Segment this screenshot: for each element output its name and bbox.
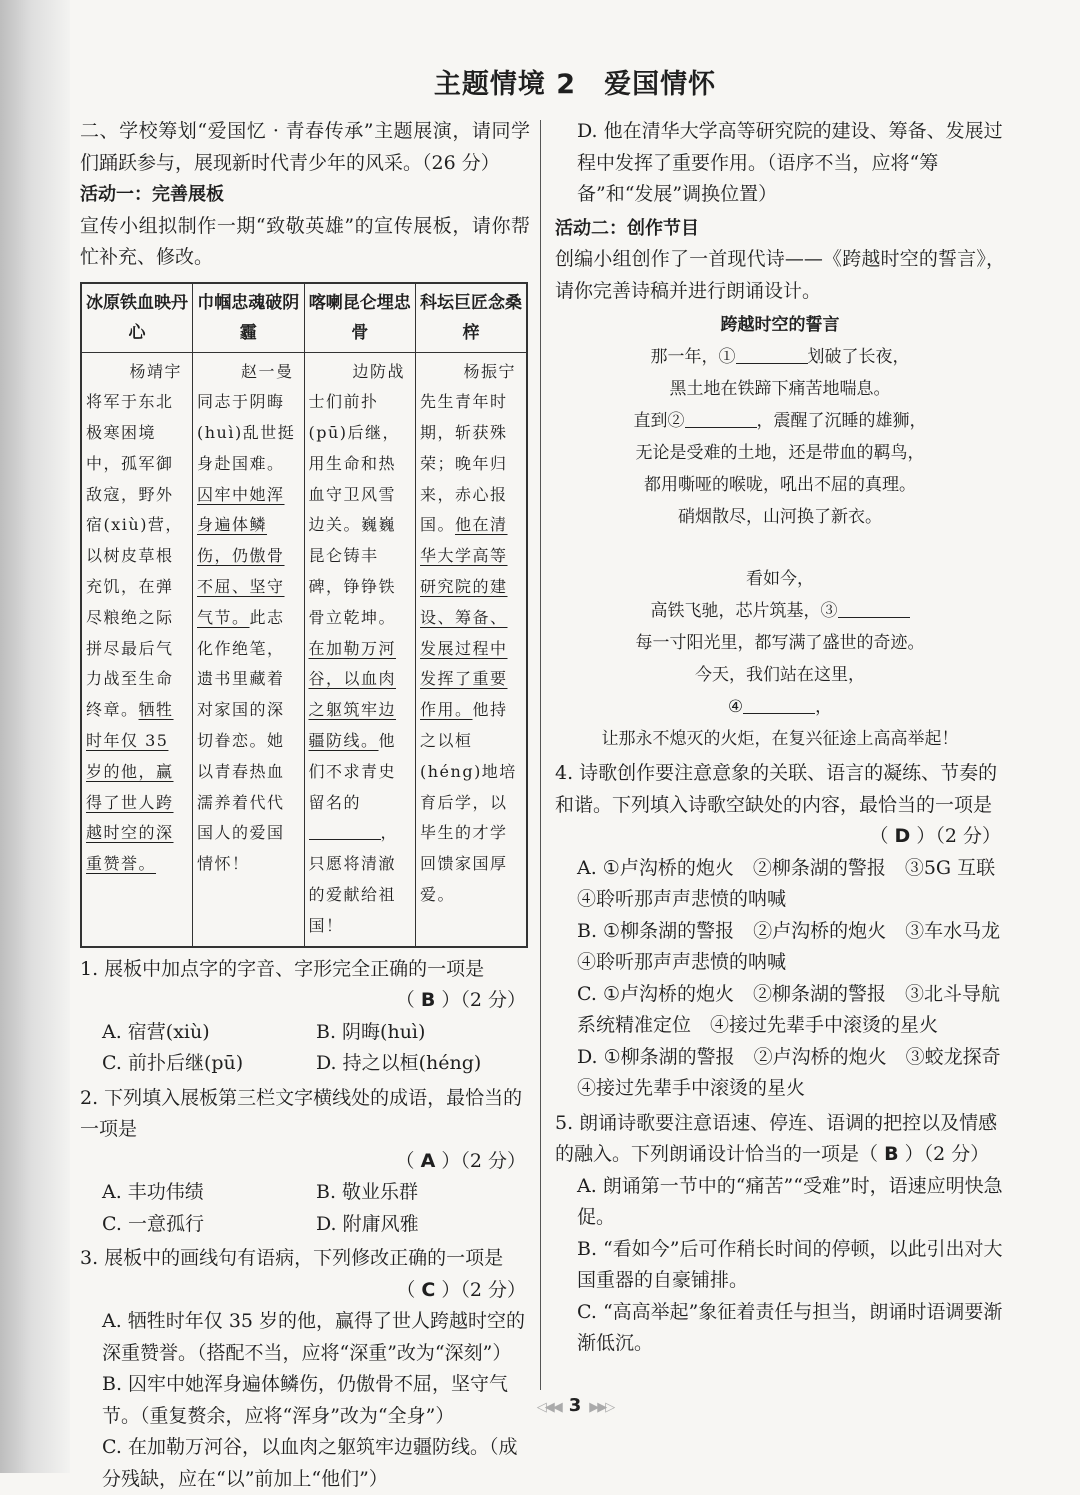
score: （2 分） (935, 825, 1001, 847)
score: （2 分） (460, 1149, 526, 1172)
question-5 (555, 1108, 1005, 1360)
answer-line: （ D ）（2 分） (869, 825, 1001, 847)
answer-letter: B (420, 989, 436, 1012)
option: A. 牺牲时年仅 35 岁的他，赢得了世人跨越时空的深重赞誉。（搭配不当，应将“深重”改为“深刻”） (102, 1310, 526, 1364)
question-2 (80, 1083, 530, 1241)
page-footer (70, 1395, 1080, 1416)
underlined-sentence: 在加勒万河谷，以血肉之躯筑牢边疆防线。 (308, 638, 397, 751)
option: A. 丰功伟绩 (102, 1181, 204, 1204)
stem-text: 5. 朗诵诗歌要注意语速、停连、语调的把控以及情感的融入。下列朗诵设计恰当的一项是 (555, 1111, 998, 1165)
option: D. 持之以桓(héng) (316, 1052, 482, 1075)
poem-line (555, 341, 1005, 373)
score: （2 分） (460, 1278, 526, 1301)
poem-line (555, 595, 1005, 627)
underlined-sentence: 他在清华大学高等研究院的建设、筹备、发展过程中发挥了重要作用。 (420, 515, 508, 720)
board-header: 巾帼忠魂破阴霾 (193, 283, 305, 353)
answer-letter: D (894, 825, 911, 847)
answer-letter: A (420, 1149, 436, 1172)
poem-line: 都用嘶哑的喉咙，吼出不屈的真理。 (644, 475, 916, 495)
poem-line: 无论是受难的土地，还是带血的羁鸟， (635, 443, 925, 463)
exhibition-board-table (80, 282, 528, 948)
next-arrows-icon: ▶▶▷ (589, 1400, 614, 1415)
option: A. 朗诵第一节中的“痛苦”“受难”时，语速应明快急促。 (577, 1174, 1003, 1228)
activity1-heading: 活动一：完善展板 (80, 184, 224, 205)
board-header: 冰原铁血映丹心 (81, 283, 193, 353)
option: C. ①卢沟桥的炮火 ②柳条湖的警报 ③北斗导航系统精准定位 ④接过先辈手中滚烫的星火 (577, 982, 1000, 1036)
poem (555, 309, 1005, 755)
question-1 (80, 954, 530, 1080)
option: D. ①柳条湖的警报 ②卢沟桥的炮火 ③蛟龙探奇 ④接过先辈手中滚烫的星火 (577, 1045, 1020, 1099)
answer-line: （ C ）（2 分） (396, 1278, 526, 1301)
option: B. 敬业乐群 (316, 1181, 419, 1204)
poem-text: ④ (727, 697, 744, 717)
option: B. ①柳条湖的警报 ②卢沟桥的炮火 ③车水马龙 ④聆听那声声悲愤的呐喊 (577, 919, 1020, 973)
option: A. 宿营(xiù) (102, 1020, 210, 1043)
page-number: 3 (568, 1395, 582, 1416)
question-stem: 5. 朗诵诗歌要注意语速、停连、语调的把控以及情感的融入。下列朗诵设计恰当的一项是（ B ）（2 分） (555, 1111, 998, 1165)
hero-name: 杨靖宇 (129, 361, 182, 381)
hero-name: 边防战 (352, 361, 405, 381)
poem-line: 硝烟散尽，山河换了新衣。 (678, 507, 882, 527)
page-title: 主题情境 2 爱国情怀 (433, 69, 717, 100)
workbook-page (70, 0, 1080, 1490)
poem-text: ，震醒了沉睡的雄狮， (756, 411, 927, 431)
score: （2 分） (460, 989, 526, 1012)
options (80, 1177, 530, 1240)
question-stem: 3. 展板中的画线句有语病，下列修改正确的一项是 (80, 1247, 504, 1270)
answer-letter: B (884, 1143, 899, 1165)
board-header: 科坛巨匠念桑梓 (416, 283, 528, 353)
fill-blank (838, 598, 910, 618)
right-column (555, 116, 1020, 1360)
option: C. 前扑后继(pū) (102, 1052, 244, 1075)
activity2-desc: 创编小组创作了一首现代诗——《跨越时空的誓言》，请你完善诗稿并进行朗诵设计。 (555, 248, 1005, 302)
poem-line: 今天，我们站在这里， (695, 665, 865, 685)
option-d-q3: D. 他在清华大学高等研究院的建设、筹备、发展过程中发挥了重要作用。（语序不当，应将“筹备”和“发展”调换位置） (577, 120, 1003, 205)
answer-line: （ A ）（2 分） (395, 1149, 526, 1172)
poem-text: 划破了长夜， (807, 347, 910, 367)
poem-line: 每一寸阳光里，都写满了盛世的奇迹。 (635, 633, 925, 653)
answer-line: （ B ）（2 分） (395, 989, 526, 1012)
hero-name: 赵一曼 (240, 361, 294, 381)
left-column (80, 116, 530, 1495)
board-header-row (81, 283, 527, 353)
fill-blank (309, 820, 381, 840)
column-divider (540, 120, 541, 1390)
poem-text: 高铁飞驰，芯片筑基，③ (650, 601, 838, 621)
option: B. 囚牢中她浑身遍体鳞伤，仍傲骨不屈，坚守气节。（重复赘余，应将“浑身”改为“全身”） (102, 1373, 509, 1427)
board-text: 他持之以桓(héng)地培育后学，以毕生的才学回馈家国厚爱。 (420, 700, 517, 905)
poem-line: 黑土地在铁蹄下痛苦地喘息。 (669, 379, 891, 399)
question-stem: 4. 诗歌创作要注意意象的关联、语言的凝练、节奏的和谐。下列填入诗歌空缺处的内容，最恰当的一项是 (555, 762, 998, 816)
poem-text: 直到② (633, 411, 685, 431)
option: C. 一意孤行 (102, 1212, 204, 1235)
poem-text: 那一年，① (650, 347, 736, 367)
fill-blank (685, 408, 757, 428)
options (80, 1017, 530, 1080)
stanza-gap (555, 533, 1005, 563)
board-text: 士们前扑(pū)后继，用生命和热血守卫风雪边关。巍巍昆仑铸丰碑，铮铮铁骨立乾坤。 (308, 392, 401, 627)
question-stem: 1. 展板中加点字的字音、字形完全正确的一项是 (80, 957, 485, 980)
question-4 (555, 758, 1020, 1105)
poem-line: 看如今， (746, 569, 814, 589)
poem-title: 跨越时空的誓言 (720, 315, 840, 335)
board-text: 他们不求青史留名的 (308, 731, 397, 812)
board-text: ，只愿将清澈的爱献给祖国！ (308, 823, 399, 935)
board-text: 此志化作绝笔，遗书里藏着对家国的深切眷恋。她以青春热血濡养着代代国人的爱国情怀！ (197, 607, 285, 874)
option: B. “看如今”后可作稍长时间的停顿，以此引出对大国重器的自豪铺排。 (577, 1237, 1003, 1291)
poem-line: 让那永不熄灭的火炬，在复兴征途上高高举起！ (601, 729, 959, 749)
board-text: 同志于阴晦(huì)乱世挺身赴国难。 (197, 392, 296, 473)
poem-line (555, 691, 1005, 723)
activity2-heading: 活动二：创作节目 (555, 217, 699, 239)
board-cell-yang-zhenning (416, 352, 528, 947)
fill-blank (743, 694, 815, 714)
prev-arrows-icon: ◁◀◀ (536, 1400, 561, 1415)
board-text: 先生青年时期，斩获殊荣；晚年归来，赤心报国。 (420, 392, 508, 535)
board-cell-zhao-yiman (193, 352, 305, 947)
board-text: 将军于东北极寒困境中，孤军御敌寇，野外宿(xiù)营，以树皮草根充饥，在弹尽粮绝之际拼尽最后气力战至生命终章。 (86, 392, 183, 720)
board-cell-border-soldiers (304, 352, 416, 947)
option: C. “高高举起”象征着责任与担当，朗诵时语调要渐渐低沉。 (577, 1300, 1003, 1354)
poem-text: ， (815, 697, 833, 717)
score: （2 分） (923, 1143, 990, 1165)
board-header: 喀喇昆仑埋忠骨 (304, 283, 416, 353)
board-content-row (81, 352, 527, 947)
hero-name: 杨振宁 (463, 361, 516, 381)
board-cell-yang-jingyu (81, 352, 193, 947)
option: B. 阴晦(huì) (316, 1020, 426, 1043)
activity1-desc: 宣传小组拟制作一期“致敬英雄”的宣传展板，请你帮忙补充、修改。 (80, 214, 530, 268)
poem-line (555, 405, 1005, 437)
option: D. 附庸风雅 (316, 1212, 419, 1235)
option: A. ①卢沟桥的炮火 ②柳条湖的警报 ③5G 互联 ④聆听那声声悲愤的呐喊 (577, 856, 1015, 910)
underlined-sentence: 囚牢中她浑身遍体鳞伤，仍傲骨不屈、坚守气节。 (197, 484, 285, 627)
answer-letter: C (421, 1278, 436, 1301)
page-binding-shadow (0, 0, 70, 1473)
fill-blank (736, 344, 808, 364)
question-3 (80, 1243, 530, 1495)
question-stem: 2. 下列填入展板第三栏文字横线处的成语，最恰当的一项是 (80, 1086, 523, 1141)
section-intro: 二、学校筹划“爱国忆 · 青春传承”主题展演，请同学们踊跃参与，展现新时代青少年的风采。（26 分） (80, 120, 530, 174)
underlined-sentence: 牺牲时年仅 35 岁的他，赢得了世人跨越时空的深重赞誉。 (86, 700, 174, 874)
option: C. 在加勒万河谷，以血肉之躯筑牢边疆防线。（成分残缺，应在“以”前加上“他们”） (102, 1436, 518, 1490)
